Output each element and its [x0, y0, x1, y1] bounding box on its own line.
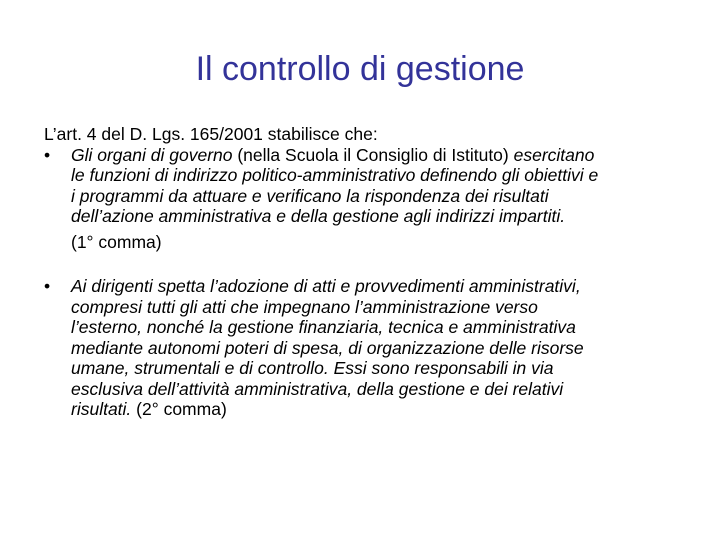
bullet-1-line-4: dell’azione amministrativa e della gestione agli indirizzi impartiti.	[71, 206, 566, 226]
bullet-1-italic-start: Gli organi di governo	[71, 144, 238, 165]
bullet-item-governo	[44, 145, 684, 253]
bullet-2-line-1: Ai dirigenti spetta l’adozione di atti e provvedimenti amministrativi,	[71, 276, 581, 296]
bullet-1-parenthetical: (nella Scuola il Consiglio di Istituto)	[237, 144, 514, 165]
bullet-1-line-1	[71, 145, 684, 166]
bullet-2-line-2: compresi tutti gli atti che impegnano l’amministrazione verso	[71, 296, 538, 317]
bullet-icon: •	[44, 276, 51, 296]
bullet-1-line-3: i programmi da attuare e verificano la rispondenza dei risultati	[71, 185, 549, 206]
bullet-1-italic-end: esercitano	[513, 144, 595, 165]
bullet-2-line-4: mediante autonomi poteri di spesa, di organizzazione delle risorse	[71, 337, 584, 358]
bullet-2-italic-end: risultati.	[71, 399, 132, 419]
bullet-1-comma-note: (1° comma)	[71, 231, 162, 252]
bullet-2-comma-note: (2° comma)	[131, 399, 227, 419]
bullet-2-line-3: l’esterno, nonché la gestione finanziaria, tecnica e amministrativa	[71, 317, 576, 337]
bullet-1-line-2: le funzioni di indirizzo politico-amministrativo definendo gli obiettivi e	[71, 165, 599, 185]
bullet-item-dirigenti	[44, 276, 684, 420]
bullet-icon: •	[44, 144, 51, 165]
slide-body	[44, 124, 684, 420]
bullet-2-line-7	[71, 399, 684, 420]
bullet-2-line-6: esclusiva dell’attività amministrativa, della gestione e dei relativi	[71, 378, 564, 399]
intro-text: L’art. 4 del D. Lgs. 165/2001 stabilisce che:	[44, 124, 378, 144]
slide-title: Il controllo di gestione	[195, 50, 525, 88]
bullet-2-line-5: umane, strumentali e di controllo. Essi sono responsabili in via	[71, 358, 554, 378]
